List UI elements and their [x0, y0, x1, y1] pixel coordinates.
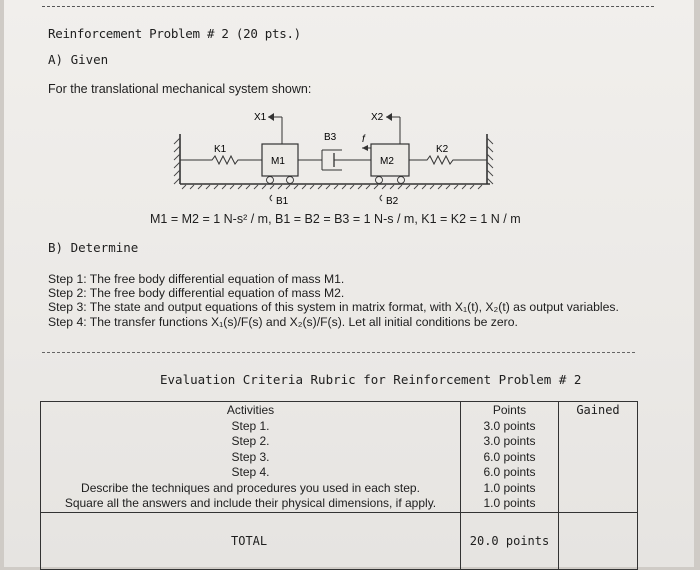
part-b-label: B) Determine [48, 240, 139, 255]
points-value: 3.0 points [483, 434, 536, 448]
label-k2: K2 [436, 144, 449, 155]
points-header: Points [492, 403, 527, 417]
middle-divider [42, 352, 635, 353]
activity-item: Square all the answers and include their physical dimensions, if apply. [64, 496, 437, 510]
part-a-intro: For the translational mechanical system shown: [48, 82, 312, 96]
gained-header: Gained [576, 403, 620, 417]
activities-cell [41, 402, 461, 513]
activity-item: Step 4. [231, 465, 270, 479]
total-gained-cell [559, 512, 638, 569]
table-row [41, 402, 638, 513]
top-divider [42, 6, 654, 7]
total-points-cell [461, 512, 559, 569]
problem-title: Reinforcement Problem # 2 (20 pts.) [48, 26, 301, 41]
label-b2: B2 [386, 196, 399, 207]
worksheet-page [4, 0, 694, 567]
total-points: 20.0 points [469, 533, 550, 548]
part-a-label: A) Given [48, 52, 109, 67]
total-label-cell [41, 512, 461, 569]
label-b3: B3 [324, 132, 337, 143]
step-3-text: Step 3: The state and output equations of this system in matrix format, with X₁(t), X₂(t) as output variables. [48, 300, 619, 314]
given-parameters: M1 = M2 = 1 N-s² / m, B1 = B2 = B3 = 1 N-s / m, K1 = K2 = 1 N / m [150, 212, 521, 226]
activity-item: Step 1. [231, 418, 270, 433]
activity-item: Describe the techniques and procedures you used in each step. [81, 480, 420, 495]
table-row [41, 512, 638, 569]
total-label: TOTAL [231, 533, 268, 548]
rubric-title: Evaluation Criteria Rubric for Reinforcement Problem # 2 [160, 372, 582, 387]
label-b1: B1 [276, 196, 289, 207]
step-1-text: Step 1: The free body differential equation of mass M1. [48, 272, 345, 286]
rubric-table [40, 401, 638, 570]
points-cell [461, 402, 559, 513]
mechanical-system-diagram [172, 100, 502, 212]
label-f: f [362, 134, 365, 145]
points-value: 1.0 points [483, 496, 536, 510]
activity-item: Step 2. [231, 434, 270, 448]
points-value: 6.0 points [483, 449, 536, 464]
label-x1: X1 [254, 112, 267, 123]
label-m2: M2 [380, 156, 394, 167]
points-value: 1.0 points [483, 480, 536, 495]
points-value: 3.0 points [483, 418, 536, 433]
activity-item: Step 3. [231, 449, 270, 464]
points-value: 6.0 points [483, 465, 536, 479]
label-m1: M1 [271, 156, 285, 167]
activities-header: Activities [226, 403, 275, 417]
gained-cell [559, 402, 638, 513]
label-x2: X2 [371, 112, 384, 123]
label-k1: K1 [214, 144, 227, 155]
step-4-text: Step 4: The transfer functions X₁(s)/F(s) and X₂(s)/F(s). Let all initial conditions be zero. [48, 315, 518, 329]
step-2-text: Step 2: The free body differential equation of mass M2. [48, 286, 345, 300]
